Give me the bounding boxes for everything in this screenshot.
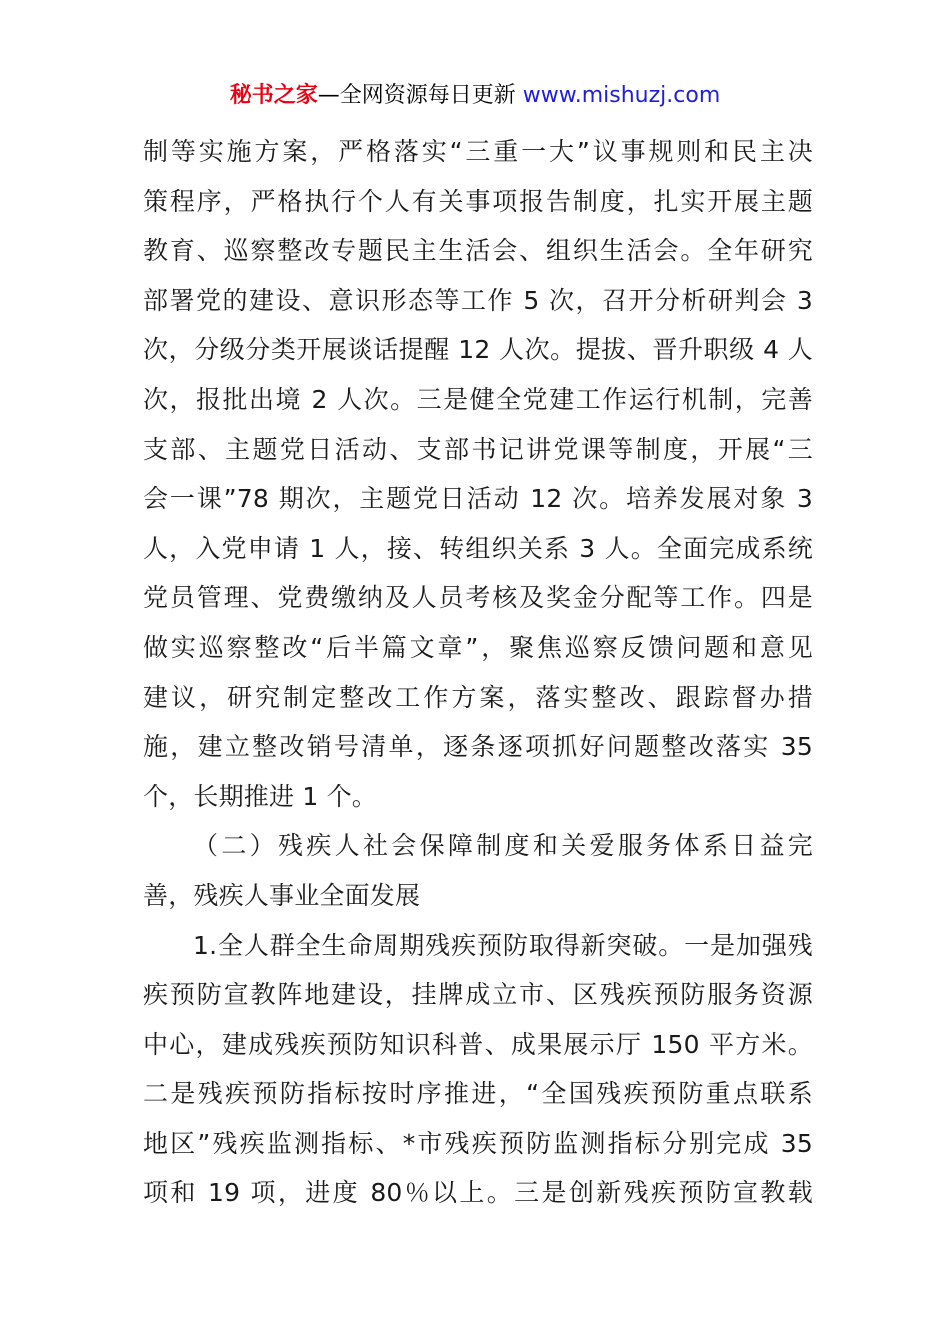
text-line: 策程序，严格执行个人有关事项报告制度，扎实开展主题 (143, 186, 813, 216)
text-line: 会一课”78 期次，主题党日活动 12 次。培养发展对象 3 (143, 484, 813, 514)
text-line: 疾预防宣教阵地建设，挂牌成立市、区残疾预防服务资源 (143, 980, 813, 1010)
text-line: 中心，建成残疾预防知识科普、成果展示厅 150 平方米。 (143, 1029, 813, 1059)
text-line: 地区”残疾监测指标、*市残疾预防监测指标分别完成 35 (143, 1128, 813, 1158)
text-line: 1.全人群全生命周期残疾预防取得新突破。一是加强残 (193, 930, 813, 960)
section-heading-line: （二）残疾人社会保障制度和关爱服务体系日益完 (193, 831, 813, 861)
page-header (0, 80, 950, 112)
text-line: 个，长期推进 1 个。 (143, 781, 378, 811)
text-line: 做实巡察整改“后半篇文章”，聚焦巡察反馈问题和意见 (143, 632, 813, 662)
text-line: 制等实施方案，严格落实“三重一大”议事规则和民主决 (143, 137, 813, 166)
text-line: 部署党的建设、意识形态等工作 5 次，召开分析研判会 3 (143, 285, 813, 315)
text-line: 教育、巡察整改专题民主生活会、组织生活会。全年研究 (143, 236, 813, 266)
text-line: 项和 19 项，进度 80％以上。三是创新残疾预防宣教载 (143, 1178, 813, 1208)
document-body (143, 127, 813, 1218)
text-line: 次，分级分类开展谈话提醒 12 人次。提拔、晋升职级 4 人 (143, 335, 813, 365)
brand-name: 秘书之家 (229, 83, 318, 108)
text-line: 次，报批出境 2 人次。三是健全党建工作运行机制，完善 (143, 384, 813, 414)
text-line: 施，建立整改销号清单，逐条逐项抓好问题整改落实 35 (143, 732, 813, 762)
section-heading-line: 善，残疾人事业全面发展 (143, 880, 421, 910)
text-line: 人，入党申请 1 人，接、转组织关系 3 人。全面完成系统 (143, 533, 813, 563)
header-tagline: —全网资源每日更新 (317, 83, 516, 108)
text-line: 二是残疾预防指标按时序推进，“全国残疾预防重点联系 (143, 1079, 813, 1109)
text-line: 党员管理、党费缴纳及人员考核及奖金分配等工作。四是 (143, 583, 813, 613)
text-line: 建议，研究制定整改工作方案，落实整改、跟踪督办措 (143, 682, 813, 712)
text-line: 支部、主题党日活动、支部书记讲党课等制度，开展“三 (143, 434, 813, 464)
site-url[interactable]: www.mishuzj.com (522, 83, 721, 108)
